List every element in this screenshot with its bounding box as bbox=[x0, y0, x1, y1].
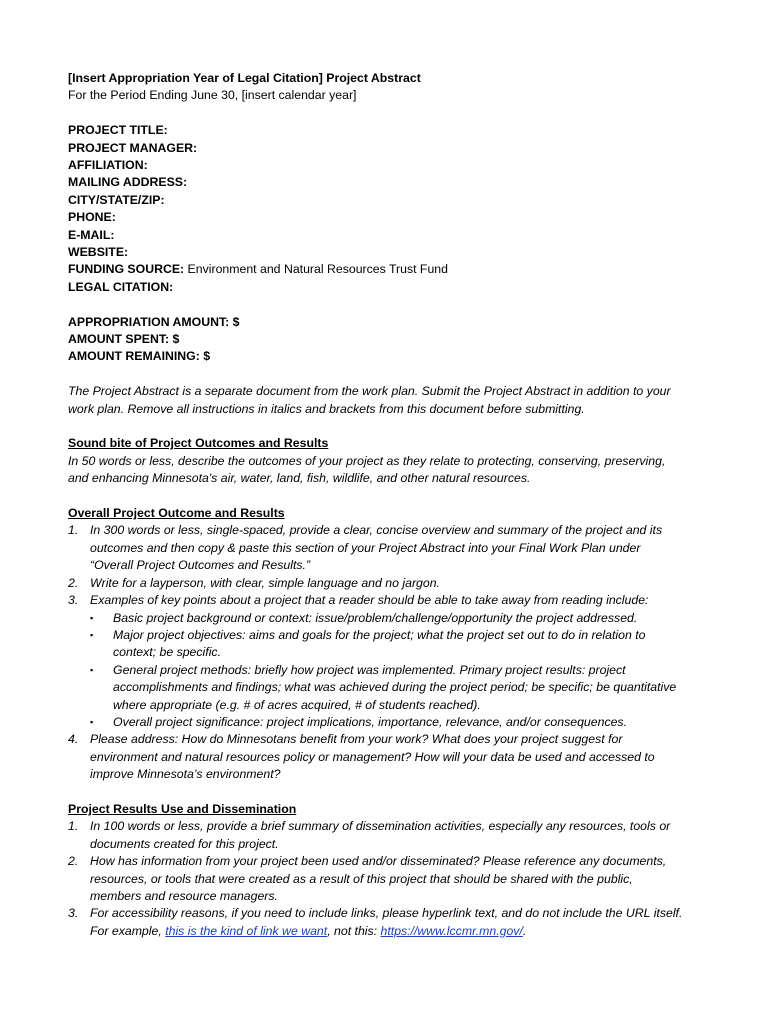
intro-instructions bbox=[68, 383, 708, 418]
example-hyperlink[interactable]: this is the kind of link we want bbox=[165, 923, 328, 938]
list-item-line: How has information from your project been used and/or disseminated? Please reference any documents, bbox=[90, 854, 667, 869]
soundbite-section bbox=[68, 435, 708, 487]
field-mailing-address: MAILING ADDRESS: bbox=[68, 175, 188, 190]
list-item bbox=[68, 575, 708, 592]
list-number: 3. bbox=[68, 906, 79, 921]
project-fields bbox=[68, 122, 708, 296]
field-funding-source bbox=[68, 261, 708, 278]
list-item-line: In 100 words or less, provide a brief summary of dissemination activities, especially any resources, tools or bbox=[90, 819, 671, 834]
field-affiliation: AFFILIATION: bbox=[68, 158, 148, 173]
overall-outcome-section bbox=[68, 505, 708, 784]
list-number: 1. bbox=[68, 819, 79, 834]
bullet-icon: ▪ bbox=[90, 629, 94, 640]
list-item bbox=[68, 818, 708, 853]
bullet-line: Basic project background or context: issue/problem/challenge/opportunity the project addressed. bbox=[113, 610, 638, 625]
dissemination-heading: Project Results Use and Dissemination bbox=[68, 801, 297, 816]
key-points-list bbox=[90, 610, 708, 732]
list-number: 4. bbox=[68, 732, 79, 747]
list-item-line: “Overall Project Outcomes and Results.” bbox=[90, 558, 311, 573]
list-item bbox=[68, 522, 708, 574]
field-project-title: PROJECT TITLE: bbox=[68, 123, 168, 138]
list-item-line: members and resource managers. bbox=[90, 889, 278, 903]
bullet-item bbox=[90, 662, 708, 714]
field-legal-citation: LEGAL CITATION: bbox=[68, 279, 174, 294]
field-project-manager: PROJECT MANAGER: bbox=[68, 140, 198, 155]
example-suffix: . bbox=[522, 923, 527, 938]
appropriation-amount: APPROPRIATION AMOUNT: $ bbox=[68, 314, 240, 329]
bullet-item bbox=[90, 627, 708, 662]
overall-outcome-list bbox=[68, 522, 708, 783]
intro-line: The Project Abstract is a separate document from the work plan. Submit the Project Abstract in addition to your bbox=[68, 384, 671, 399]
example-prefix: For example, bbox=[90, 923, 166, 938]
funding-source-label: FUNDING SOURCE: bbox=[68, 262, 185, 277]
list-item bbox=[68, 905, 708, 940]
bullet-line: General project methods: briefly how project was implemented. Primary project results: project bbox=[113, 662, 626, 677]
list-item-line: documents created for this project. bbox=[90, 836, 279, 851]
list-item-line: Please address: How do Minnesotans benefit from your work? What does your project suggest for bbox=[90, 732, 623, 747]
bullet-line: context; be specific. bbox=[113, 645, 221, 660]
list-item-line: In 300 words or less, single-spaced, provide a clear, concise overview and summary of the project and its bbox=[90, 523, 663, 538]
overall-outcome-heading: Overall Project Outcome and Results bbox=[68, 506, 285, 521]
field-website: WEBSITE: bbox=[68, 245, 129, 260]
list-item bbox=[68, 853, 708, 905]
bullet-icon: ▪ bbox=[90, 612, 94, 623]
document-subtitle: For the Period Ending June 30, [insert calendar year] bbox=[68, 88, 357, 103]
list-number: 1. bbox=[68, 523, 79, 538]
list-item-line bbox=[90, 923, 708, 940]
amount-remaining: AMOUNT REMAINING: $ bbox=[68, 349, 211, 364]
document-page bbox=[68, 70, 708, 940]
document-title: [Insert Appropriation Year of Legal Citation] Project Abstract bbox=[68, 71, 421, 85]
bullet-line: Major project objectives: aims and goals for the project; what the project set out to do in relation to bbox=[113, 627, 646, 642]
soundbite-line: and enhancing Minnesota's air, water, land, fish, wildlife, and other natural resources. bbox=[68, 471, 531, 486]
bullet-item bbox=[90, 714, 708, 731]
bullet-line: Overall project significance: project implications, importance, relevance, and/or consequences. bbox=[113, 714, 627, 729]
list-number: 2. bbox=[68, 575, 79, 590]
list-item-line: outcomes and then copy & paste this section of your Project Abstract into your Final Work Plan under bbox=[90, 540, 641, 555]
bullet-item bbox=[90, 610, 708, 627]
bullet-icon: ▪ bbox=[90, 716, 94, 727]
list-item-line: For accessibility reasons, if you need to include links, please hyperlink text, and do not include the URL itself. bbox=[90, 906, 683, 921]
lccmr-url-link[interactable]: https://www.lccmr.mn.gov/ bbox=[380, 923, 523, 938]
list-item-line: Examples of key points about a project that a reader should be able to take away from reading include: bbox=[90, 593, 649, 608]
amount-spent: AMOUNT SPENT: $ bbox=[68, 332, 180, 347]
bullet-line: where appropriate (e.g. # of acres acquired, # of students reached). bbox=[113, 697, 481, 712]
amounts-block bbox=[68, 314, 708, 366]
example-middle: , not this: bbox=[327, 923, 381, 938]
dissemination-section bbox=[68, 801, 708, 940]
field-email: E-MAIL: bbox=[68, 227, 115, 242]
list-item-line: resources, or tools that were created as a result of this project that should be shared with the public, bbox=[90, 871, 633, 886]
list-item-line: improve Minnesota’s environment? bbox=[90, 767, 281, 782]
field-phone: PHONE: bbox=[68, 210, 116, 225]
list-item-line: Write for a layperson, with clear, simple language and no jargon. bbox=[90, 575, 440, 590]
field-city-state-zip: CITY/STATE/ZIP: bbox=[68, 192, 165, 207]
list-item-line: environment and natural resources policy or management? How will your data be used and accessed to bbox=[90, 749, 655, 764]
bullet-line: accomplishments and findings; what was achieved during the project period; be specific; be quantitative bbox=[113, 680, 677, 695]
soundbite-heading: Sound bite of Project Outcomes and Results bbox=[68, 436, 329, 451]
list-item bbox=[68, 731, 708, 783]
funding-source-value: Environment and Natural Resources Trust Fund bbox=[184, 262, 448, 277]
list-item bbox=[68, 592, 708, 731]
intro-line: work plan. Remove all instructions in italics and brackets from this document before submitting. bbox=[68, 401, 585, 416]
soundbite-line: In 50 words or less, describe the outcomes of your project as they relate to protecting, conserving, preserving, bbox=[68, 453, 666, 468]
list-number: 2. bbox=[68, 854, 79, 869]
list-number: 3. bbox=[68, 593, 79, 608]
bullet-icon: ▪ bbox=[90, 664, 94, 675]
dissemination-list bbox=[68, 818, 708, 940]
